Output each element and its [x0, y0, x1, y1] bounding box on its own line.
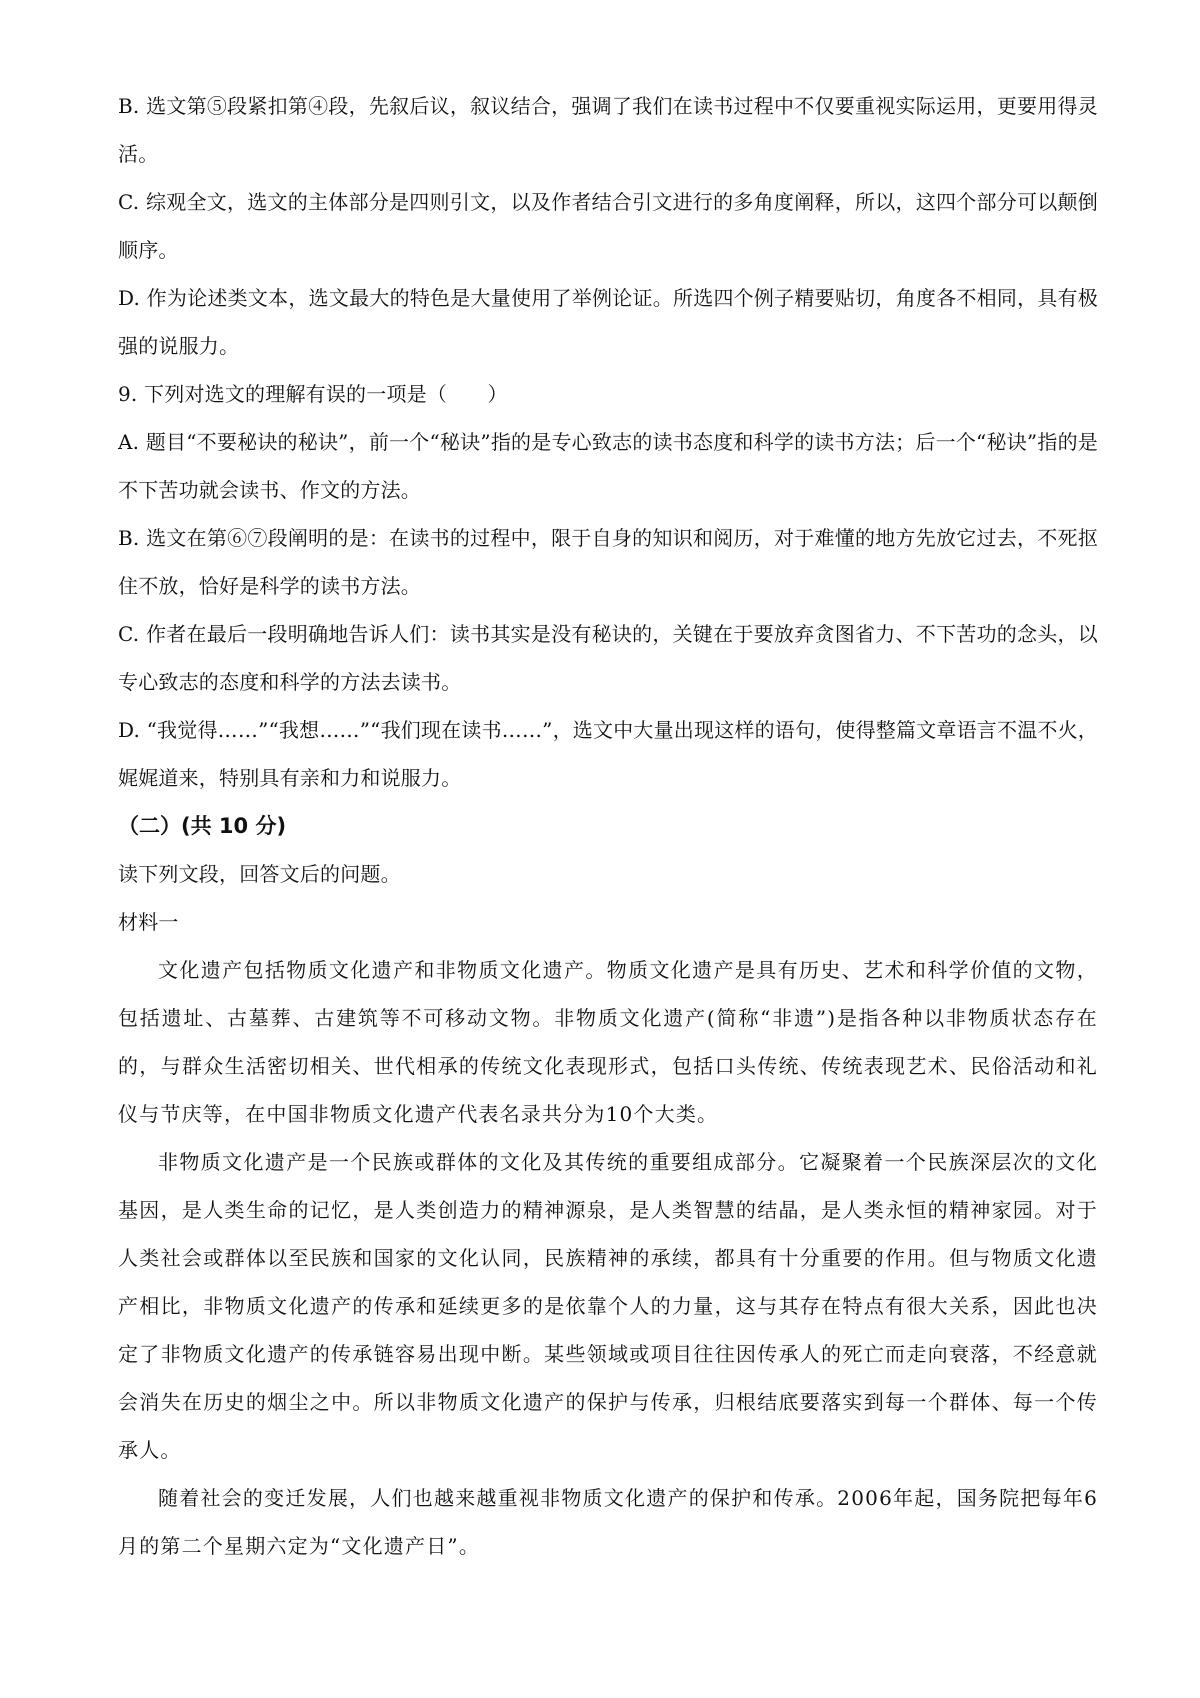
q9-option-c: C. 作者在最后一段明确地告诉人们：读书其实是没有秘诀的，关键在于要放弃贪图省力、不下苦功的念头，以专心致志的态度和科学的方法去读书。	[118, 622, 1098, 694]
q8-option-d: D. 作为论述类文本，选文最大的特色是大量使用了举例论证。所选四个例子精要贴切，角度各不相同，具有极强的说服力。	[118, 286, 1098, 358]
material-paragraph-2: 非物质文化遗产是一个民族或群体的文化及其传统的重要组成部分。它凝聚着一个民族深层次的文化基因，是人类生命的记忆，是人类创造力的精神源泉，是人类智慧的结晶，是人类永恒的精神家园。对于人类社会或群体以至民族和国家的文化认同，民族精神的承续，都具有十分重要的作用。但与物质文化遗产相比，非物质文化遗产的传承和延续更多的是依靠个人的力量，这与其存在特点有很大关系，因此也决定了非物质文化遗产的传承链容易出现中断。某些领域或项目往往因传承人的死亡而走向衰落，不经意就会消失在历史的烟尘之中。所以非物质文化遗产的保护与传承，归根结底要落实到每一个群体、每一个传承人。	[118, 1150, 1098, 1462]
q8-option-c: C. 综观全文，选文的主体部分是四则引文，以及作者结合引文进行的多角度阐释，所以，这四个部分可以颠倒顺序。	[118, 190, 1098, 262]
q9-option-a: A. 题目“不要秘诀的秘诀”，前一个“秘诀”指的是专心致志的读书态度和科学的读书方法；后一个“秘诀”指的是不下苦功就会读书、作文的方法。	[118, 430, 1098, 502]
material-paragraph-3: 随着社会的变迁发展，人们也越来越重视非物质文化遗产的保护和传承。2006年起，国务院把每年6月的第二个星期六定为“文化遗产日”。	[118, 1486, 1098, 1558]
material-label: 材料一	[118, 910, 179, 934]
section-title: （二）(共 10 分)	[118, 814, 287, 838]
material-paragraph-1: 文化遗产包括物质文化遗产和非物质文化遗产。物质文化遗产是具有历史、艺术和科学价值的文物，包括遗址、古墓葬、古建筑等不可移动文物。非物质文化遗产(简称“非遗”)是指各种以非物质状态存在的，与群众生活密切相关、世代相承的传统文化表现形式，包括口头传统、传统表现艺术、民俗活动和礼仪与节庆等，在中国非物质文化遗产代表名录共分为10个大类。	[118, 958, 1098, 1126]
q8-option-b: B. 选文第⑤段紧扣第④段，先叙后议，叙议结合，强调了我们在读书过程中不仅要重视实际运用，更要用得灵活。	[118, 94, 1098, 166]
reading-instruction: 读下列文段，回答文后的问题。	[118, 862, 401, 886]
q9-stem: 9. 下列对选文的理解有误的一项是（ ）	[118, 382, 508, 406]
q9-option-b: B. 选文在第⑥⑦段阐明的是：在读书的过程中，限于自身的知识和阅历，对于难懂的地方先放它过去，不死抠住不放，恰好是科学的读书方法。	[118, 526, 1098, 598]
q9-option-d: D. “我觉得……”“我想……”“我们现在读书……”，选文中大量出现这样的语句，使得整篇文章语言不温不火，娓娓道来，特别具有亲和力和说服力。	[118, 718, 1098, 790]
